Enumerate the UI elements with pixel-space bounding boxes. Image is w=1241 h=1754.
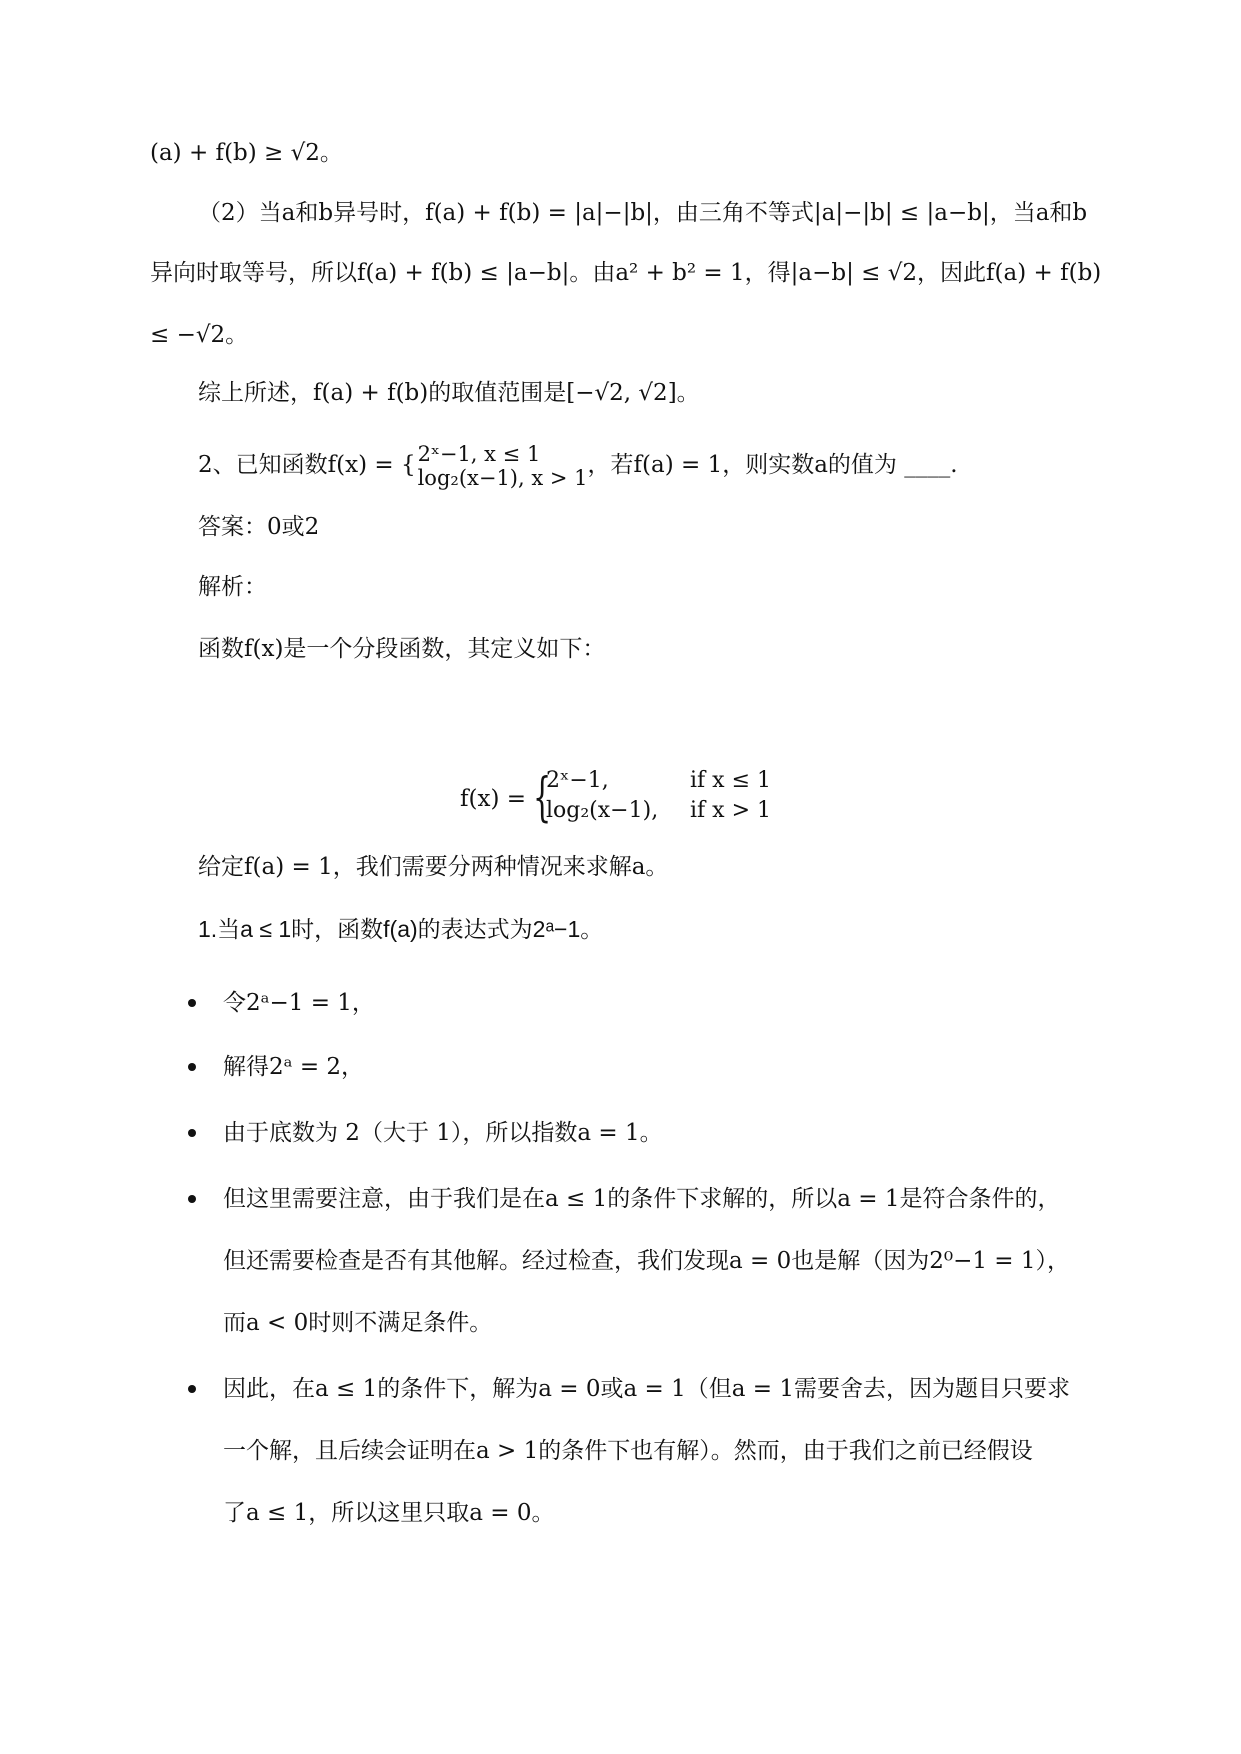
answer-line: 答案：0或2 bbox=[198, 514, 320, 540]
bullet-line: 解得2ᵃ = 2， bbox=[223, 1054, 365, 1080]
bullet-dot bbox=[188, 1129, 196, 1137]
bullet-line: 但还需要检查是否有其他解。经过检查，我们发现a = 0也是解（因为2⁰−1 = 1）， bbox=[223, 1248, 1071, 1274]
text-line: ≤ −√2。 bbox=[150, 322, 249, 348]
inline-piecewise bbox=[418, 442, 588, 490]
piecewise-row-1-cond: if x ≤ 1 bbox=[690, 768, 771, 793]
text-line: （2）当a和b异号时，f(a) + f(b) = |a|−|b|，由三角不等式|a|−|b| ≤ |a−b|，当a和b bbox=[198, 200, 1088, 226]
piecewise-row-2-cond: if x > 1 bbox=[690, 798, 771, 823]
step-1-heading: 1.当a ≤ 1时，函数f(a)的表达式为2ᵃ−1。 bbox=[198, 916, 604, 942]
piecewise-lhs: f(x) = bbox=[460, 786, 527, 812]
bullet-line: 一个解，且后续会证明在a > 1的条件下也有解）。然而，由于我们之前已经假设 bbox=[223, 1438, 1033, 1464]
bullet-line: 了a ≤ 1，所以这里只取a = 0。 bbox=[223, 1500, 555, 1526]
analysis-heading: 解析： bbox=[198, 574, 267, 600]
bullet-line: 但这里需要注意，由于我们是在a ≤ 1的条件下求解的，所以a = 1是符合条件的， bbox=[223, 1186, 1061, 1212]
question-2-prefix: 2、已知函数f(x) = { bbox=[198, 452, 416, 478]
bullet-line: 令2ᵃ−1 = 1， bbox=[223, 990, 375, 1016]
bullet-dot bbox=[188, 999, 196, 1007]
bullet-line: 因此，在a ≤ 1的条件下，解为a = 0或a = 1（但a = 1需要舍去，因为题目只要求 bbox=[223, 1376, 1070, 1402]
bullet-dot bbox=[188, 1063, 196, 1071]
bullet-dot bbox=[188, 1195, 196, 1203]
bullet-line: 而a < 0时则不满足条件。 bbox=[223, 1310, 493, 1336]
text-line: 函数f(x)是一个分段函数，其定义如下： bbox=[198, 636, 606, 662]
inline-case-2: log₂(x−1), x > 1 bbox=[417, 466, 588, 490]
inline-case-1: 2ˣ−1, x ≤ 1 bbox=[417, 442, 541, 466]
text-line: 异向时取等号，所以f(a) + f(b) ≤ |a−b|。由a² + b² = 1，得|a−b| ≤ √2，因此f(a) + f(b) bbox=[150, 260, 1102, 286]
question-2 bbox=[198, 440, 1111, 490]
text-line: 给定f(a) = 1，我们需要分两种情况来求解a。 bbox=[198, 854, 669, 880]
piecewise-brace: { bbox=[533, 768, 552, 828]
text-line: (a) + f(b) ≥ √2。 bbox=[150, 140, 343, 166]
piecewise-row-2-expr: log₂(x−1), bbox=[546, 798, 659, 823]
text-line: 综上所述，f(a) + f(b)的取值范围是[−√2, √2]。 bbox=[198, 380, 700, 406]
question-2-suffix: ，若f(a) = 1，则实数a的值为 ____. bbox=[587, 452, 958, 478]
bullet-dot bbox=[188, 1385, 196, 1393]
bullet-line: 由于底数为 2（大于 1），所以指数a = 1。 bbox=[223, 1120, 663, 1146]
piecewise-row-1-expr: 2ˣ−1, bbox=[546, 768, 609, 793]
